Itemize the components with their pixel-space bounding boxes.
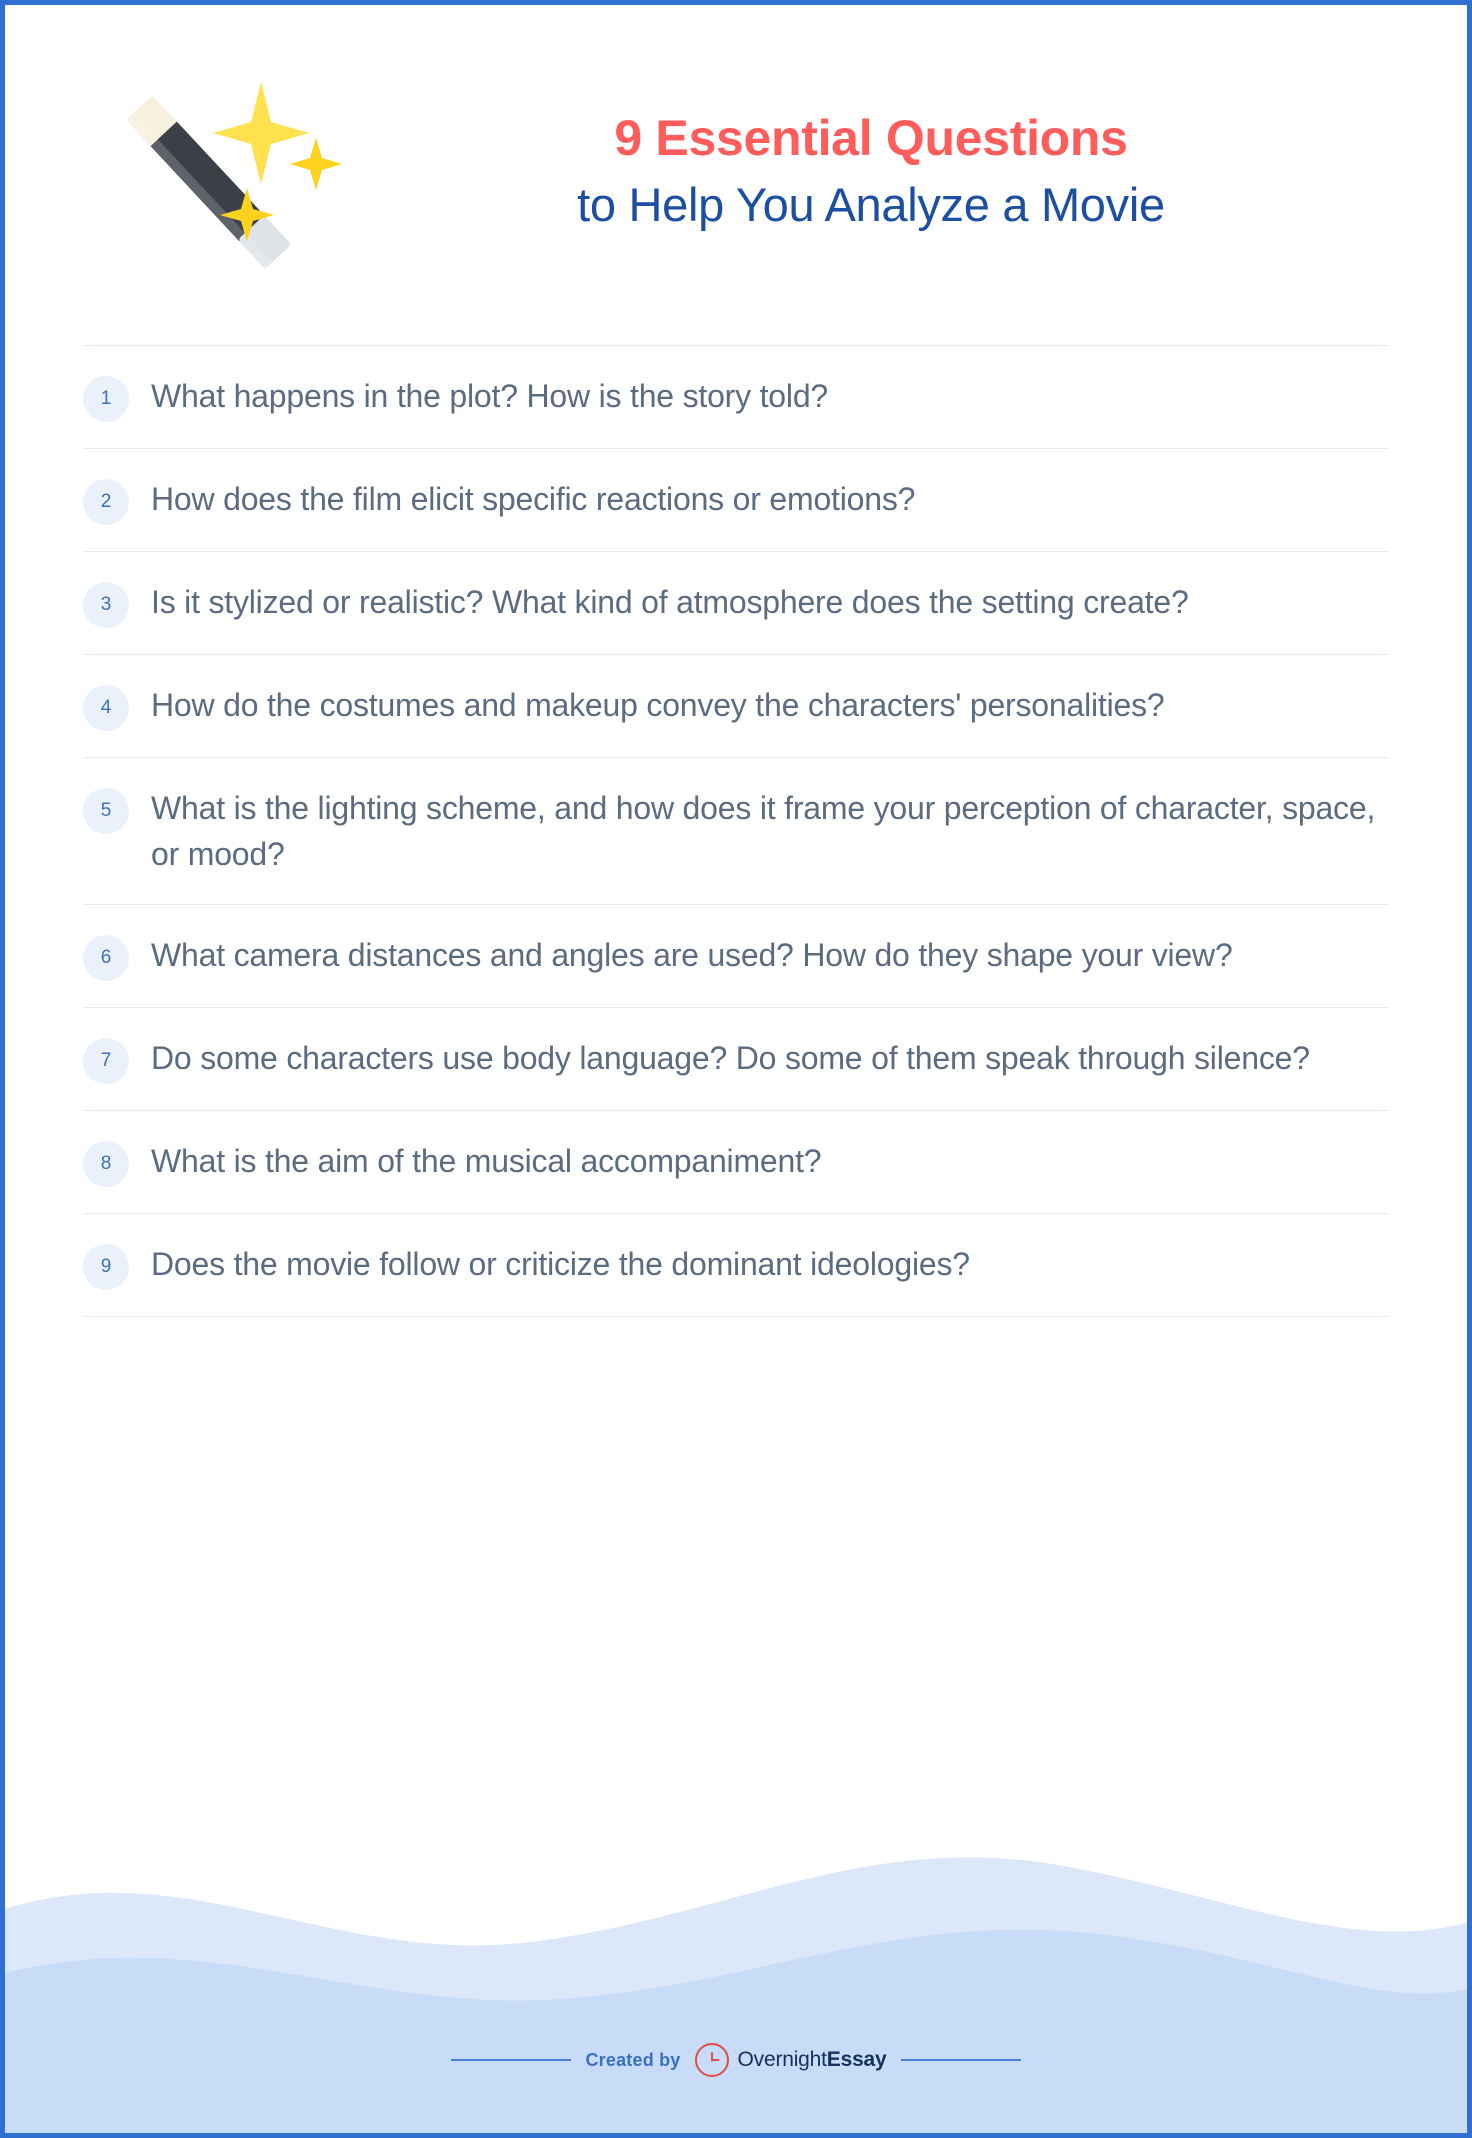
item-number-badge: 6 [83,935,129,981]
brand-name [738,2048,887,2072]
wave-decoration [5,1813,1467,2133]
brand-name-bold: Essay [826,2048,887,2071]
credit-bar [5,2043,1467,2077]
divider [83,1316,1389,1317]
list-item [83,1214,1389,1316]
item-text: Do some characters use body language? Do some of them speak through silence? [151,1039,1310,1076]
item-text: Does the movie follow or criticize the dominant ideologies? [151,1245,970,1282]
item-text: What is the lighting scheme, and how does it frame your perception of character, space, or mood? [151,790,1376,873]
item-text: How do the costumes and makeup convey the characters' personalities? [151,687,1165,723]
item-number-badge: 4 [83,685,129,731]
brand-name-light: Overnight [737,2048,827,2071]
list-item [83,1111,1389,1213]
poster-footer [5,1813,1467,2133]
title-main: 9 Essential Questions [614,110,1128,166]
stopwatch-icon [695,2043,729,2077]
item-number-badge: 2 [83,479,129,525]
list-item [83,905,1389,1007]
item-number-badge: 5 [83,788,129,834]
questions-list [5,345,1467,1317]
item-text: What camera distances and angles are used? How do they shape your view? [151,936,1233,973]
item-text: How does the film elicit specific reactions or emotions? [151,481,916,517]
item-number-badge: 8 [83,1141,129,1187]
item-number-badge: 9 [83,1244,129,1290]
magic-wand-icon [65,60,355,310]
credit-rule-right [901,2059,1021,2061]
credit-label: Created by [585,2049,681,2070]
list-item [83,449,1389,551]
item-number-badge: 7 [83,1038,129,1084]
item-text: What is the aim of the musical accompaniment? [151,1142,822,1179]
item-text: Is it stylized or realistic? What kind of atmosphere does the setting create? [151,584,1189,620]
title-subtitle: to Help You Analyze a Movie [577,177,1165,231]
item-number-badge: 3 [83,582,129,628]
list-item [83,552,1389,654]
list-item [83,1008,1389,1110]
page-title [335,110,1407,234]
poster-header [5,5,1467,345]
list-item [83,346,1389,448]
item-text: What happens in the plot? How is the story told? [151,378,829,414]
item-number-badge: 1 [83,376,129,422]
credit-rule-left [451,2059,571,2061]
brand-logo[interactable] [695,2043,887,2077]
list-item [83,758,1389,904]
list-item [83,655,1389,757]
